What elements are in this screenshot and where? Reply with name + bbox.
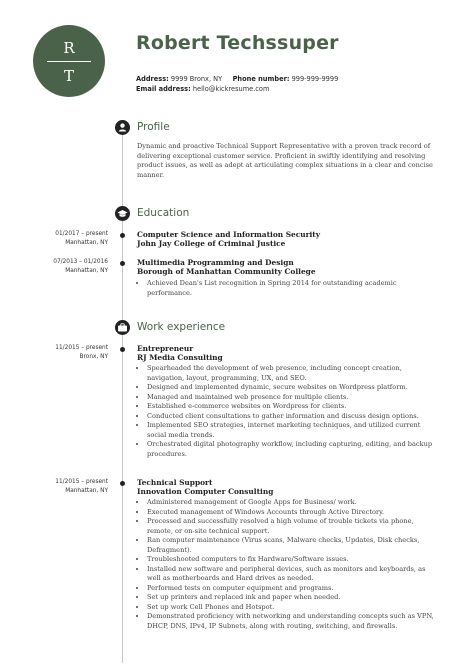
list-item: • Achieved Dean's List recognition in Spring 2014 for outstanding academic performance. bbox=[147, 279, 437, 298]
education-2-achievements bbox=[137, 279, 437, 298]
work-2-company: Innovation Computer Consulting bbox=[137, 487, 274, 496]
list-item: • Ran computer maintenance (Virus scans, Malware checks, Updates, Disk checks, Defragment). bbox=[147, 536, 437, 555]
graduation-cap-icon bbox=[115, 206, 130, 221]
education-1-location: Manhattan, NY bbox=[65, 240, 108, 246]
email-value[interactable]: hello@kickresume.com bbox=[192, 85, 270, 93]
list-item: • Performed tests on computer equipment and programs. bbox=[147, 584, 437, 594]
work-1-company: RJ Media Consulting bbox=[137, 353, 223, 362]
education-2-dates bbox=[20, 258, 108, 276]
list-item: • Executed management of Windows Accounts through Active Directory. bbox=[147, 508, 437, 518]
work-1-title: Entrepreneur bbox=[137, 344, 194, 353]
list-item: • Established e-commerce websites on Wordpress for clients. bbox=[147, 402, 437, 412]
address-value: 9999 Bronx, NY bbox=[170, 75, 223, 83]
list-item: • Installed new software and peripheral devices, such as monitors and keyboards, as well as motherboards and Hard drives as needed. bbox=[147, 565, 437, 584]
person-icon bbox=[115, 120, 130, 135]
list-item: • Troubleshooted computers to fix Hardware/Software issues. bbox=[147, 555, 437, 565]
list-item: • Designed and implemented dynamic, secure websites on Wordpress platform. bbox=[147, 383, 437, 393]
work-2-location: Manhattan, NY bbox=[65, 488, 108, 494]
contact-line-1 bbox=[136, 75, 338, 83]
list-item: • Processed and successfully resolved a high volume of trouble tickets via phone, remote, or on-site technical support. bbox=[147, 517, 437, 536]
education-1-dates bbox=[20, 230, 108, 248]
monogram-initial-last: T bbox=[63, 67, 74, 85]
education-2-degree: Multimedia Programming and Design bbox=[137, 258, 294, 267]
timeline-line bbox=[122, 123, 123, 663]
work-2-dates bbox=[20, 478, 108, 496]
work-1-location: Bronx, NY bbox=[79, 354, 108, 360]
education-2-location: Manhattan, NY bbox=[65, 268, 108, 274]
section-title-education: Education bbox=[137, 207, 190, 219]
education-1-date: 01/2017 – present bbox=[55, 231, 108, 237]
phone-label: Phone number: bbox=[232, 75, 290, 83]
address-label: Address: bbox=[136, 75, 169, 83]
email-label: Email address: bbox=[136, 85, 191, 93]
timeline-dot bbox=[120, 347, 125, 352]
profile-summary: Dynamic and proactive Technical Support Representative with a proven track record of delivering exceptional customer service. Proficient in swiftly identifying and resolving product issues, as well as adept at articulating complex situations in a clear and concise manner. bbox=[137, 142, 433, 179]
timeline-dot bbox=[120, 481, 125, 486]
list-item: • Orchestrated digital photography workflow, including capturing, editing, and backup procedures. bbox=[147, 440, 437, 459]
list-item: • Managed and maintained web presence for multiple clients. bbox=[147, 393, 437, 403]
work-1-duties bbox=[137, 364, 437, 459]
work-2-date: 11/2015 – present bbox=[55, 479, 108, 485]
candidate-name: Robert Techssuper bbox=[136, 32, 339, 54]
list-item: • Demonstrated proficiency with networking and understanding concepts such as VPN, DHCP, DNS, IPv4, IP Subnets, along with routing, switching, and firewalls. bbox=[147, 612, 437, 631]
briefcase-icon bbox=[115, 320, 130, 335]
list-item: • Administered management of Google Apps for Business/ work. bbox=[147, 498, 437, 508]
education-2-school: Borough of Manhattan Community College bbox=[137, 267, 316, 276]
contact-line-2 bbox=[136, 85, 269, 93]
work-2-title: Technical Support bbox=[137, 478, 213, 487]
monogram-divider bbox=[47, 61, 91, 62]
section-title-work-experience: Work experience bbox=[137, 321, 226, 333]
list-item: • Set up printers and replaced ink and paper when needed. bbox=[147, 593, 437, 603]
work-1-dates bbox=[20, 344, 108, 362]
list-item: • Set up work Cell Phones and Hotspot. bbox=[147, 603, 437, 613]
section-title-profile: Profile bbox=[137, 121, 170, 133]
list-item: • Conducted client consultations to gather information and discuss design options. bbox=[147, 412, 437, 422]
education-2-date: 07/2013 – 01/2016 bbox=[53, 259, 108, 265]
timeline-dot bbox=[120, 233, 125, 238]
list-item: • Implemented SEO strategies, internet marketing techniques, and utilized current social media trends. bbox=[147, 421, 437, 440]
monogram bbox=[33, 25, 105, 97]
timeline-dot bbox=[120, 261, 125, 266]
education-1-school: John Jay College of Criminal Justice bbox=[137, 239, 286, 248]
work-1-date: 11/2015 – present bbox=[55, 345, 108, 351]
phone-value: 999-999-9999 bbox=[291, 75, 339, 83]
education-1-degree: Computer Science and Information Security bbox=[137, 230, 321, 239]
list-item: • Spearheaded the development of web presence, including concept creation, navigation, layout, programming, UX, and SEO. bbox=[147, 364, 437, 383]
monogram-initial-first: R bbox=[63, 39, 75, 57]
work-2-duties bbox=[137, 498, 437, 631]
